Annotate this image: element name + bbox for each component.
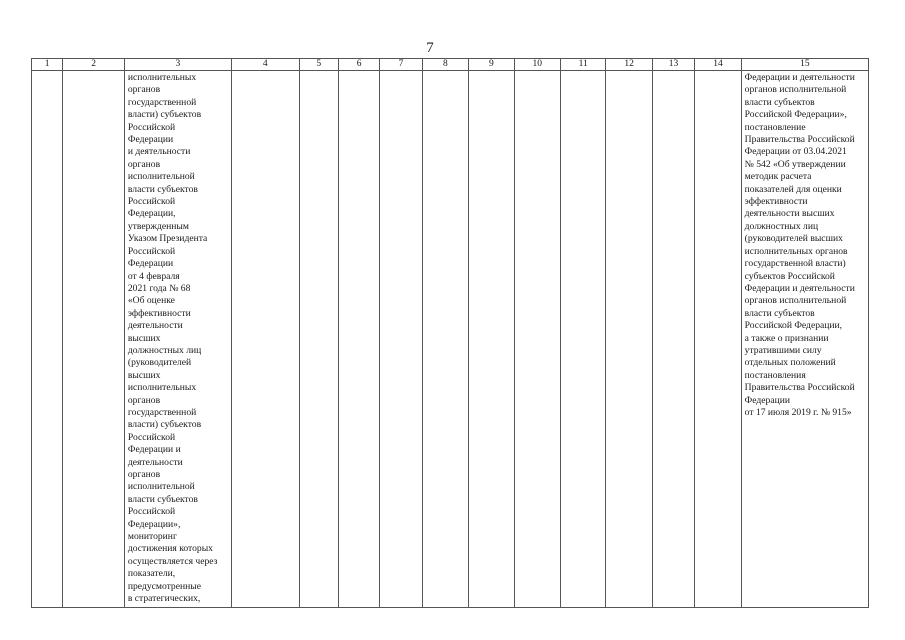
column-header-3: 3 [124, 59, 231, 71]
col3-text-line: от 4 февраля [127, 270, 180, 282]
column-header-1: 1 [32, 59, 63, 71]
column-header-11: 11 [560, 59, 605, 71]
col3-text-line: показатели, [127, 568, 176, 580]
col3-text-line: предусмотренные [127, 580, 201, 592]
col3-text-line: государственной [127, 406, 197, 418]
col3-text-line: высших [127, 369, 161, 381]
col3-text-line: органов [127, 158, 161, 170]
cell-col-11 [560, 71, 605, 608]
column-header-9: 9 [469, 59, 514, 71]
column-header-12: 12 [606, 59, 652, 71]
column-header-15: 15 [741, 59, 868, 71]
col15-text-line: Федерации [744, 394, 790, 406]
cell-col-2 [63, 71, 125, 608]
col15-text-line: Федерации и деятельности [744, 72, 855, 83]
col3-text-line: органов [127, 84, 161, 96]
table-row [32, 71, 869, 608]
cell-col-3 [124, 71, 231, 608]
col15-text-line: постановление [744, 121, 806, 133]
col3-text-line: (руководителей [127, 357, 192, 369]
col15-text-line: Российской Федерации», [744, 109, 847, 121]
col3-text-line: эффективности [127, 307, 191, 319]
col15-text-line: показателей для оценки [744, 183, 842, 195]
col3-text-line: осуществляется через [127, 555, 218, 567]
col3-text-line: Федерации [127, 134, 174, 146]
col3-text-line: Федерации [127, 258, 174, 270]
column-header-2: 2 [63, 59, 125, 71]
col3-text-line: Федерации и [127, 444, 181, 456]
col3-text-line: органов [127, 394, 161, 406]
cell-col-7 [380, 71, 422, 608]
column-header-7: 7 [380, 59, 422, 71]
col3-text-line: власти субъектов [127, 493, 198, 505]
cell-col-10 [514, 71, 560, 608]
column-header-4: 4 [231, 59, 299, 71]
col15-text-line: отдельных положений [744, 357, 836, 369]
col15-text-line: Правительства Российской [744, 134, 855, 146]
col15-text-line: Правительства Российской [744, 382, 855, 394]
col15-text-line: Федерации от 03.04.2021 [744, 146, 847, 158]
cell-col-6 [338, 71, 379, 608]
col15-text-line: органов исполнительной [744, 84, 847, 96]
col3-text-line: Российской [127, 431, 176, 443]
col15-text-line: должностных лиц [744, 220, 819, 232]
cell-col-4 [231, 71, 299, 608]
cell-col-5 [299, 71, 338, 608]
header-row [32, 59, 869, 71]
cell-col-8 [422, 71, 468, 608]
col3-text-line: власти) субъектов [127, 109, 202, 121]
cell-col-9 [469, 71, 514, 608]
col3-text-line: исполнительной [127, 481, 195, 493]
cell-col-1 [32, 71, 63, 608]
col3-text-line: Российской [127, 196, 176, 208]
col3-text-line: власти) субъектов [127, 419, 202, 431]
col3-text-line: должностных лиц [127, 344, 202, 356]
column-header-13: 13 [652, 59, 694, 71]
col3-text-line: «Об оценке [127, 295, 175, 307]
col15-text-line: № 542 «Об утверждении [744, 158, 846, 170]
col15-text-line: власти субъектов [744, 307, 815, 319]
col15-text-line: а также о признании [744, 332, 829, 344]
col3-text-line: мониторинг [127, 531, 177, 543]
col3-text-line: утвержденным [127, 220, 189, 232]
col15-text-line: государственной власти) [744, 258, 846, 270]
column-header-10: 10 [514, 59, 560, 71]
col3-text-line: Российской [127, 245, 176, 257]
col15-text-line: постановления [744, 369, 806, 381]
col3-text-line: достижения которых [127, 543, 213, 555]
column-header-6: 6 [338, 59, 379, 71]
col3-text-line: и деятельности [127, 146, 191, 158]
col15-text [742, 71, 868, 419]
col3-text-line: Российской [127, 506, 176, 518]
page-number: 7 [426, 40, 434, 56]
col3-text [125, 71, 231, 605]
data-table [31, 58, 869, 608]
cell-col-13 [652, 71, 694, 608]
col15-text-line: эффективности [744, 196, 808, 208]
col3-text-line: высших [127, 332, 161, 344]
col3-text-line: в стратегических, [127, 593, 201, 605]
col3-text-line: государственной [127, 96, 197, 108]
col15-text-line: исполнительных органов [744, 245, 848, 257]
col3-text-line: деятельности [127, 456, 183, 468]
col15-text-line: методик расчета [744, 171, 812, 183]
col3-text-line: исполнительных [127, 382, 197, 394]
col15-text-line: власти субъектов [744, 96, 815, 108]
col15-text-line: от 17 июля 2019 г. № 915» [744, 406, 852, 418]
col15-text-line: субъектов Российской [744, 270, 835, 282]
col3-text-line: Федерации, [127, 208, 176, 220]
cell-col-15 [741, 71, 868, 608]
col3-text-line: Указом Президента [127, 233, 208, 245]
col3-text-line: исполнительной [127, 171, 195, 183]
column-header-5: 5 [299, 59, 338, 71]
col3-text-line: власти субъектов [127, 183, 198, 195]
col15-text-line: утратившими силу [744, 344, 822, 356]
col15-text-line: Федерации и деятельности [744, 282, 855, 294]
col3-text-line: органов [127, 469, 161, 480]
cell-col-12 [606, 71, 652, 608]
col3-text-line: Российской [127, 121, 176, 133]
cell-col-14 [695, 71, 741, 608]
col15-text-line: (руководителей высших [744, 233, 843, 245]
col15-text-line: Российской Федерации, [744, 320, 843, 332]
col3-text-line: деятельности [127, 320, 183, 332]
column-header-14: 14 [695, 59, 741, 71]
col3-text-line: 2021 года № 68 [127, 282, 191, 294]
col3-text-line: Федерации», [127, 518, 181, 530]
col15-text-line: деятельности высших [744, 208, 835, 220]
col15-text-line: органов исполнительной [744, 295, 847, 307]
column-header-8: 8 [422, 59, 468, 71]
col3-text-line: исполнительных [127, 72, 197, 83]
